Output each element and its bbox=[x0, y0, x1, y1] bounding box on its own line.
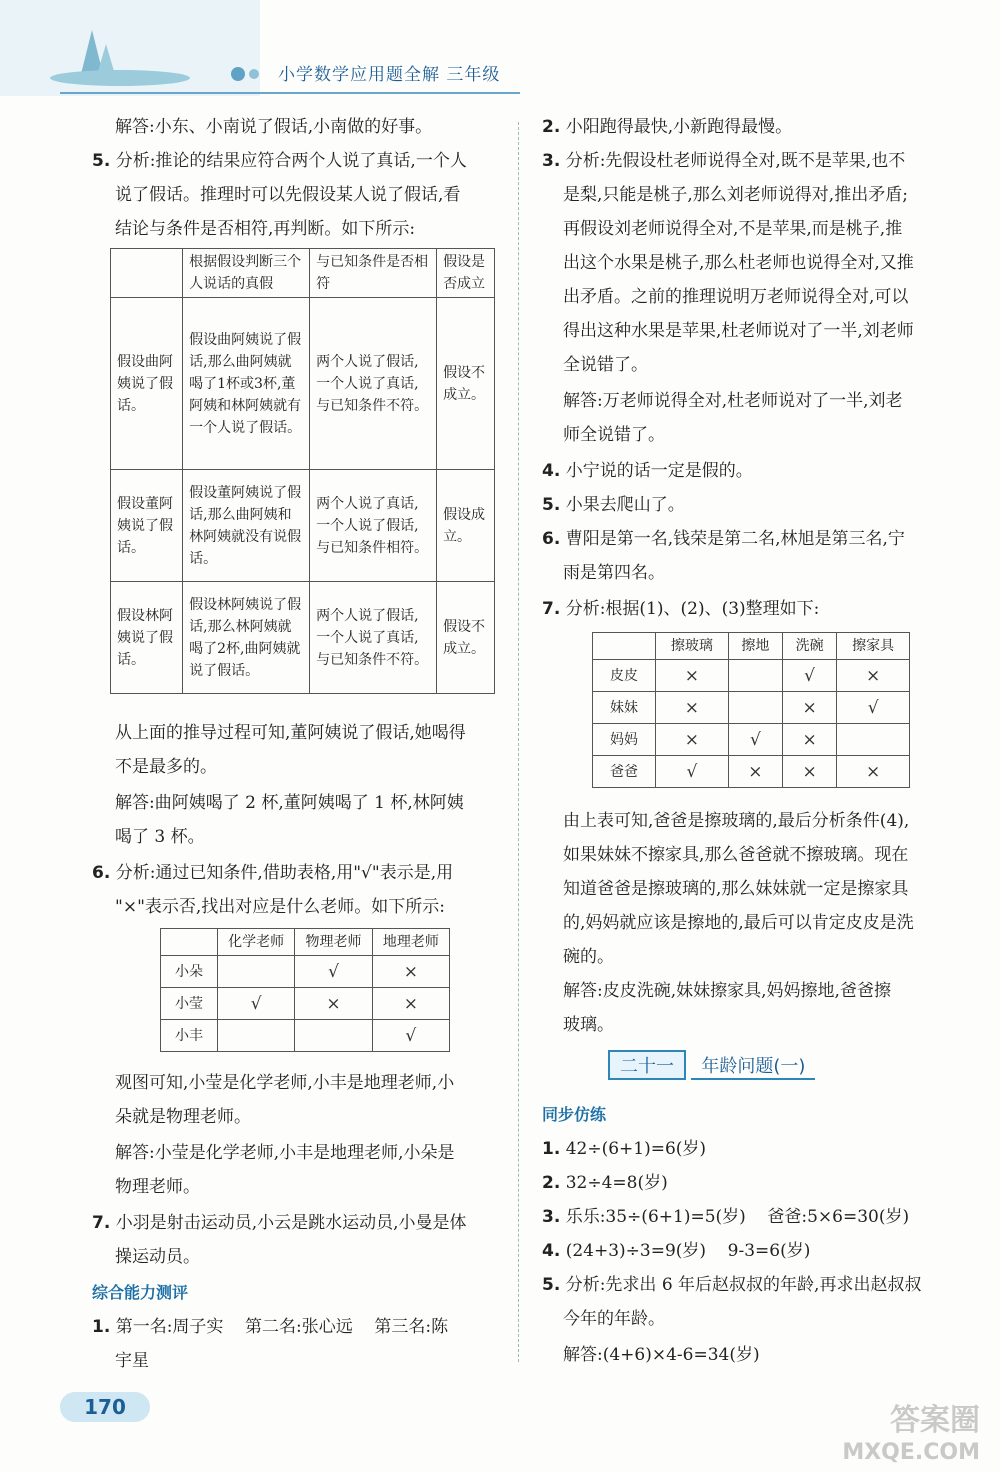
answer-text: 曹阳是第一名,钱荣是第二名,林旭是第三名,宁 bbox=[565, 529, 905, 549]
analysis-text: 分析:推论的结果应符合两个人说了真话,一个人 bbox=[115, 151, 467, 171]
answer-text: 小羽是射击运动员,小云是跳水运动员,小曼是体 bbox=[115, 1213, 467, 1233]
practice-3 bbox=[542, 1200, 909, 1234]
table-cell: 两个人说了假话,一个人说了真话,与已知条件不符。 bbox=[310, 582, 437, 694]
table-cell: × bbox=[782, 692, 836, 724]
page-number: 170 bbox=[60, 1392, 150, 1422]
conclusion-text: 观图可知,小莹是化学老师,小丰是地理老师,小 bbox=[115, 1073, 455, 1093]
table-row bbox=[111, 298, 495, 470]
question-number: 2. bbox=[542, 1173, 561, 1193]
practice-2 bbox=[542, 1166, 668, 1200]
answer-text: 玻璃。 bbox=[563, 1015, 614, 1035]
answer-text: 物理老师。 bbox=[115, 1177, 200, 1197]
analysis-text: 说了假话。推理时可以先假设某人说了假话,看 bbox=[115, 185, 461, 205]
question-number: 6. bbox=[542, 529, 561, 549]
question-number: 4. bbox=[542, 461, 561, 481]
column-divider bbox=[518, 122, 519, 1362]
table-cell: 擦家具 bbox=[837, 633, 910, 660]
table-cell: × bbox=[656, 692, 729, 724]
table-cell: 妈妈 bbox=[593, 724, 656, 756]
table-cell: √ bbox=[656, 756, 729, 788]
table-cell: √ bbox=[782, 660, 836, 692]
answer-text: 42÷(6+1)=6(岁) bbox=[565, 1139, 707, 1159]
table-cell bbox=[218, 1020, 295, 1052]
chapter-title: 年龄问题(一) bbox=[691, 1052, 815, 1080]
section-heading: 同步仿练 bbox=[542, 1105, 607, 1124]
table-header-row bbox=[593, 633, 910, 660]
table-cell: 洗碗 bbox=[782, 633, 836, 660]
watermark-logo-text: 答案圈 bbox=[890, 1403, 980, 1438]
table-cell: 假设不成立。 bbox=[437, 298, 495, 470]
question-7 bbox=[542, 592, 819, 626]
table-cell: 假设曲阿姨说了假话,那么曲阿姨就喝了1杯或3杯,董阿姨和林阿姨就有一个人说了假话。 bbox=[183, 298, 310, 470]
question-5 bbox=[92, 144, 467, 178]
table-cell: 妹妹 bbox=[593, 692, 656, 724]
table-cell: 假设成立。 bbox=[437, 470, 495, 582]
table-cell: × bbox=[782, 756, 836, 788]
table-cell: 根据假设判断三个人说话的真假 bbox=[183, 249, 310, 298]
question-4 bbox=[542, 454, 753, 488]
question-6 bbox=[92, 856, 453, 890]
table-cell: × bbox=[782, 724, 836, 756]
table-cell: 假设不成立。 bbox=[437, 582, 495, 694]
answer-text: 32÷4=8(岁) bbox=[565, 1173, 668, 1193]
question-number: 3. bbox=[542, 1207, 561, 1227]
conclusion-text: 的,妈妈就应该是擦地的,最后可以肯定皮皮是洗 bbox=[563, 913, 914, 933]
question-number: 5. bbox=[542, 1275, 561, 1295]
table-cell: 擦地 bbox=[728, 633, 782, 660]
question-7 bbox=[92, 1206, 467, 1240]
table-cell: 地理老师 bbox=[372, 929, 449, 956]
header-decoration bbox=[0, 0, 260, 96]
answer-text: 喝了 3 杯。 bbox=[115, 827, 205, 847]
table-cell: × bbox=[372, 956, 449, 988]
table-cell bbox=[728, 692, 782, 724]
conclusion-text: 知道爸爸是擦玻璃的,那么妹妹就一定是擦家具 bbox=[563, 879, 909, 899]
answer-text: 解答:小东、小南说了假话,小南做的好事。 bbox=[115, 117, 433, 137]
answer-text: 小宁说的话一定是假的。 bbox=[565, 461, 753, 481]
question-number: 7. bbox=[542, 599, 561, 619]
table-cell bbox=[837, 724, 910, 756]
table-cell: 爸爸 bbox=[593, 756, 656, 788]
conclusion-text: 不是最多的。 bbox=[115, 757, 217, 777]
chores-table bbox=[592, 632, 910, 788]
question-number: 1. bbox=[92, 1317, 111, 1337]
answer-text: 解答:(4+6)×4-6=34(岁) bbox=[563, 1345, 760, 1365]
table-row bbox=[111, 470, 495, 582]
table-cell: √ bbox=[837, 692, 910, 724]
teacher-table bbox=[160, 928, 450, 1052]
header-title: 小学数学应用题全解 三年级 bbox=[278, 65, 501, 85]
question-number: 5. bbox=[92, 151, 111, 171]
table-cell: 假设曲阿姨说了假话。 bbox=[111, 298, 183, 470]
table-row bbox=[111, 582, 495, 694]
table-cell: 小丰 bbox=[161, 1020, 218, 1052]
table-cell bbox=[111, 249, 183, 298]
answer-text: 解答:皮皮洗碗,妹妹擦家具,妈妈擦地,爸爸擦 bbox=[563, 981, 891, 1001]
table-row bbox=[161, 956, 450, 988]
question-3 bbox=[542, 144, 905, 178]
table-cell: × bbox=[656, 724, 729, 756]
table-cell: √ bbox=[372, 1020, 449, 1052]
answer-text: 雨是第四名。 bbox=[563, 563, 665, 583]
answer-text: 宇星 bbox=[115, 1351, 149, 1371]
answer-text: 小阳跑得最快,小新跑得最慢。 bbox=[565, 117, 793, 137]
answer-text: 解答:曲阿姨喝了 2 杯,董阿姨喝了 1 杯,林阿姨 bbox=[115, 793, 464, 813]
answer-text: 第一名:周子实 第二名:张心远 第三名:陈 bbox=[115, 1317, 449, 1337]
table-row bbox=[593, 756, 910, 788]
table-cell: 小莹 bbox=[161, 988, 218, 1020]
table-cell: × bbox=[295, 988, 372, 1020]
table-cell: 物理老师 bbox=[295, 929, 372, 956]
table-row bbox=[161, 988, 450, 1020]
watermark-url: MXQE.COM bbox=[842, 1440, 980, 1465]
analysis-text: 全说错了。 bbox=[563, 355, 648, 375]
conclusion-text: 从上面的推导过程可知,董阿姨说了假话,她喝得 bbox=[115, 723, 466, 743]
answer-text: (24+3)÷3=9(岁) 9-3=6(岁) bbox=[565, 1241, 811, 1261]
question-5 bbox=[542, 488, 685, 522]
chapter-number: 二十一 bbox=[608, 1050, 686, 1080]
conclusion-text: 如果妹妹不擦家具,那么爸爸就不擦玻璃。现在 bbox=[563, 845, 909, 865]
analysis-text: "×"表示否,找出对应是什么老师。如下所示: bbox=[115, 897, 446, 917]
table-cell bbox=[295, 1020, 372, 1052]
table-header-row bbox=[161, 929, 450, 956]
conclusion-text: 由上表可知,爸爸是擦玻璃的,最后分析条件(4), bbox=[563, 811, 910, 831]
answer-text: 解答:小莹是化学老师,小丰是地理老师,小朵是 bbox=[115, 1143, 455, 1163]
analysis-text: 今年的年龄。 bbox=[563, 1309, 665, 1329]
question-number: 7. bbox=[92, 1213, 111, 1233]
table-cell: √ bbox=[218, 988, 295, 1020]
question-number: 1. bbox=[542, 1139, 561, 1159]
table-cell: 两个人说了真话,一个人说了假话,与已知条件相符。 bbox=[310, 470, 437, 582]
section-heading: 综合能力测评 bbox=[92, 1283, 189, 1302]
answer-text: 操运动员。 bbox=[115, 1247, 200, 1267]
table-cell: 假设是否成立 bbox=[437, 249, 495, 298]
table-cell: × bbox=[837, 660, 910, 692]
question-number: 6. bbox=[92, 863, 111, 883]
analysis-text: 出矛盾。之前的推理说明万老师说得全对,可以 bbox=[563, 287, 909, 307]
practice-5 bbox=[542, 1268, 921, 1302]
table-cell bbox=[728, 660, 782, 692]
table-cell: × bbox=[372, 988, 449, 1020]
watermark bbox=[842, 1405, 980, 1469]
conclusion-text: 朵就是物理老师。 bbox=[115, 1107, 251, 1127]
question-number: 5. bbox=[542, 495, 561, 515]
answer-text: 小果去爬山了。 bbox=[565, 495, 685, 515]
answer-text: 师全说错了。 bbox=[563, 425, 665, 445]
analysis-text: 分析:先求出 6 年后赵叔叔的年龄,再求出赵叔叔 bbox=[565, 1275, 922, 1295]
table-cell bbox=[218, 956, 295, 988]
table-row bbox=[593, 692, 910, 724]
table-cell: 小朵 bbox=[161, 956, 218, 988]
question-number: 4. bbox=[542, 1241, 561, 1261]
table-cell: × bbox=[837, 756, 910, 788]
practice-4 bbox=[542, 1234, 810, 1268]
answer-text: 乐乐:35÷(6+1)=5(岁) 爸爸:5×6=30(岁) bbox=[565, 1207, 910, 1227]
table-cell bbox=[161, 929, 218, 956]
hypothesis-table bbox=[110, 248, 495, 694]
table-cell: √ bbox=[295, 956, 372, 988]
analysis-text: 再假设刘老师说得全对,不是苹果,而是桃子,推 bbox=[563, 219, 903, 239]
table-cell: 两个人说了假话,一个人说了真话,与已知条件不符。 bbox=[310, 298, 437, 470]
table-header-row bbox=[111, 249, 495, 298]
question-number: 2. bbox=[542, 117, 561, 137]
analysis-text: 是梨,只能是桃子,那么刘老师说得对,推出矛盾; bbox=[563, 185, 908, 205]
table-cell: × bbox=[656, 660, 729, 692]
analysis-text: 分析:先假设杜老师说得全对,既不是苹果,也不 bbox=[565, 151, 906, 171]
question-2 bbox=[542, 110, 792, 144]
table-cell: 假设林阿姨说了假话。 bbox=[111, 582, 183, 694]
analysis-text: 分析:通过已知条件,借助表格,用"√"表示是,用 bbox=[115, 863, 454, 883]
table-row bbox=[593, 660, 910, 692]
table-cell: 皮皮 bbox=[593, 660, 656, 692]
conclusion-text: 碗的。 bbox=[563, 947, 614, 967]
table-cell: √ bbox=[728, 724, 782, 756]
practice-1 bbox=[542, 1132, 706, 1166]
tree-mountain-icon bbox=[0, 0, 260, 96]
table-cell: 假设林阿姨说了假话,那么林阿姨就喝了2杯,曲阿姨就说了假话。 bbox=[183, 582, 310, 694]
analysis-text: 出这个水果是桃子,那么杜老师也说得全对,又推 bbox=[563, 253, 914, 273]
analysis-text: 结论与条件是否相符,再判断。如下所示: bbox=[115, 219, 416, 239]
analysis-text: 分析:根据(1)、(2)、(3)整理如下: bbox=[565, 599, 820, 619]
question-6 bbox=[542, 522, 905, 556]
table-row bbox=[593, 724, 910, 756]
header-rule bbox=[60, 92, 520, 94]
table-cell: 假设董阿姨说了假话。 bbox=[111, 470, 183, 582]
chapter-heading bbox=[608, 1050, 815, 1080]
table-cell bbox=[593, 633, 656, 660]
analysis-text: 得出这种水果是苹果,杜老师说对了一半,刘老师 bbox=[563, 321, 914, 341]
question-number: 3. bbox=[542, 151, 561, 171]
answer-text: 解答:万老师说得全对,杜老师说对了一半,刘老 bbox=[563, 391, 903, 411]
table-cell: 擦玻璃 bbox=[656, 633, 729, 660]
table-cell: 化学老师 bbox=[218, 929, 295, 956]
test-question-1 bbox=[92, 1310, 448, 1344]
table-row bbox=[161, 1020, 450, 1052]
table-cell: 假设董阿姨说了假话,那么曲阿姨和林阿姨就没有说假话。 bbox=[183, 470, 310, 582]
table-cell: × bbox=[728, 756, 782, 788]
table-cell: 与已知条件是否相符 bbox=[310, 249, 437, 298]
